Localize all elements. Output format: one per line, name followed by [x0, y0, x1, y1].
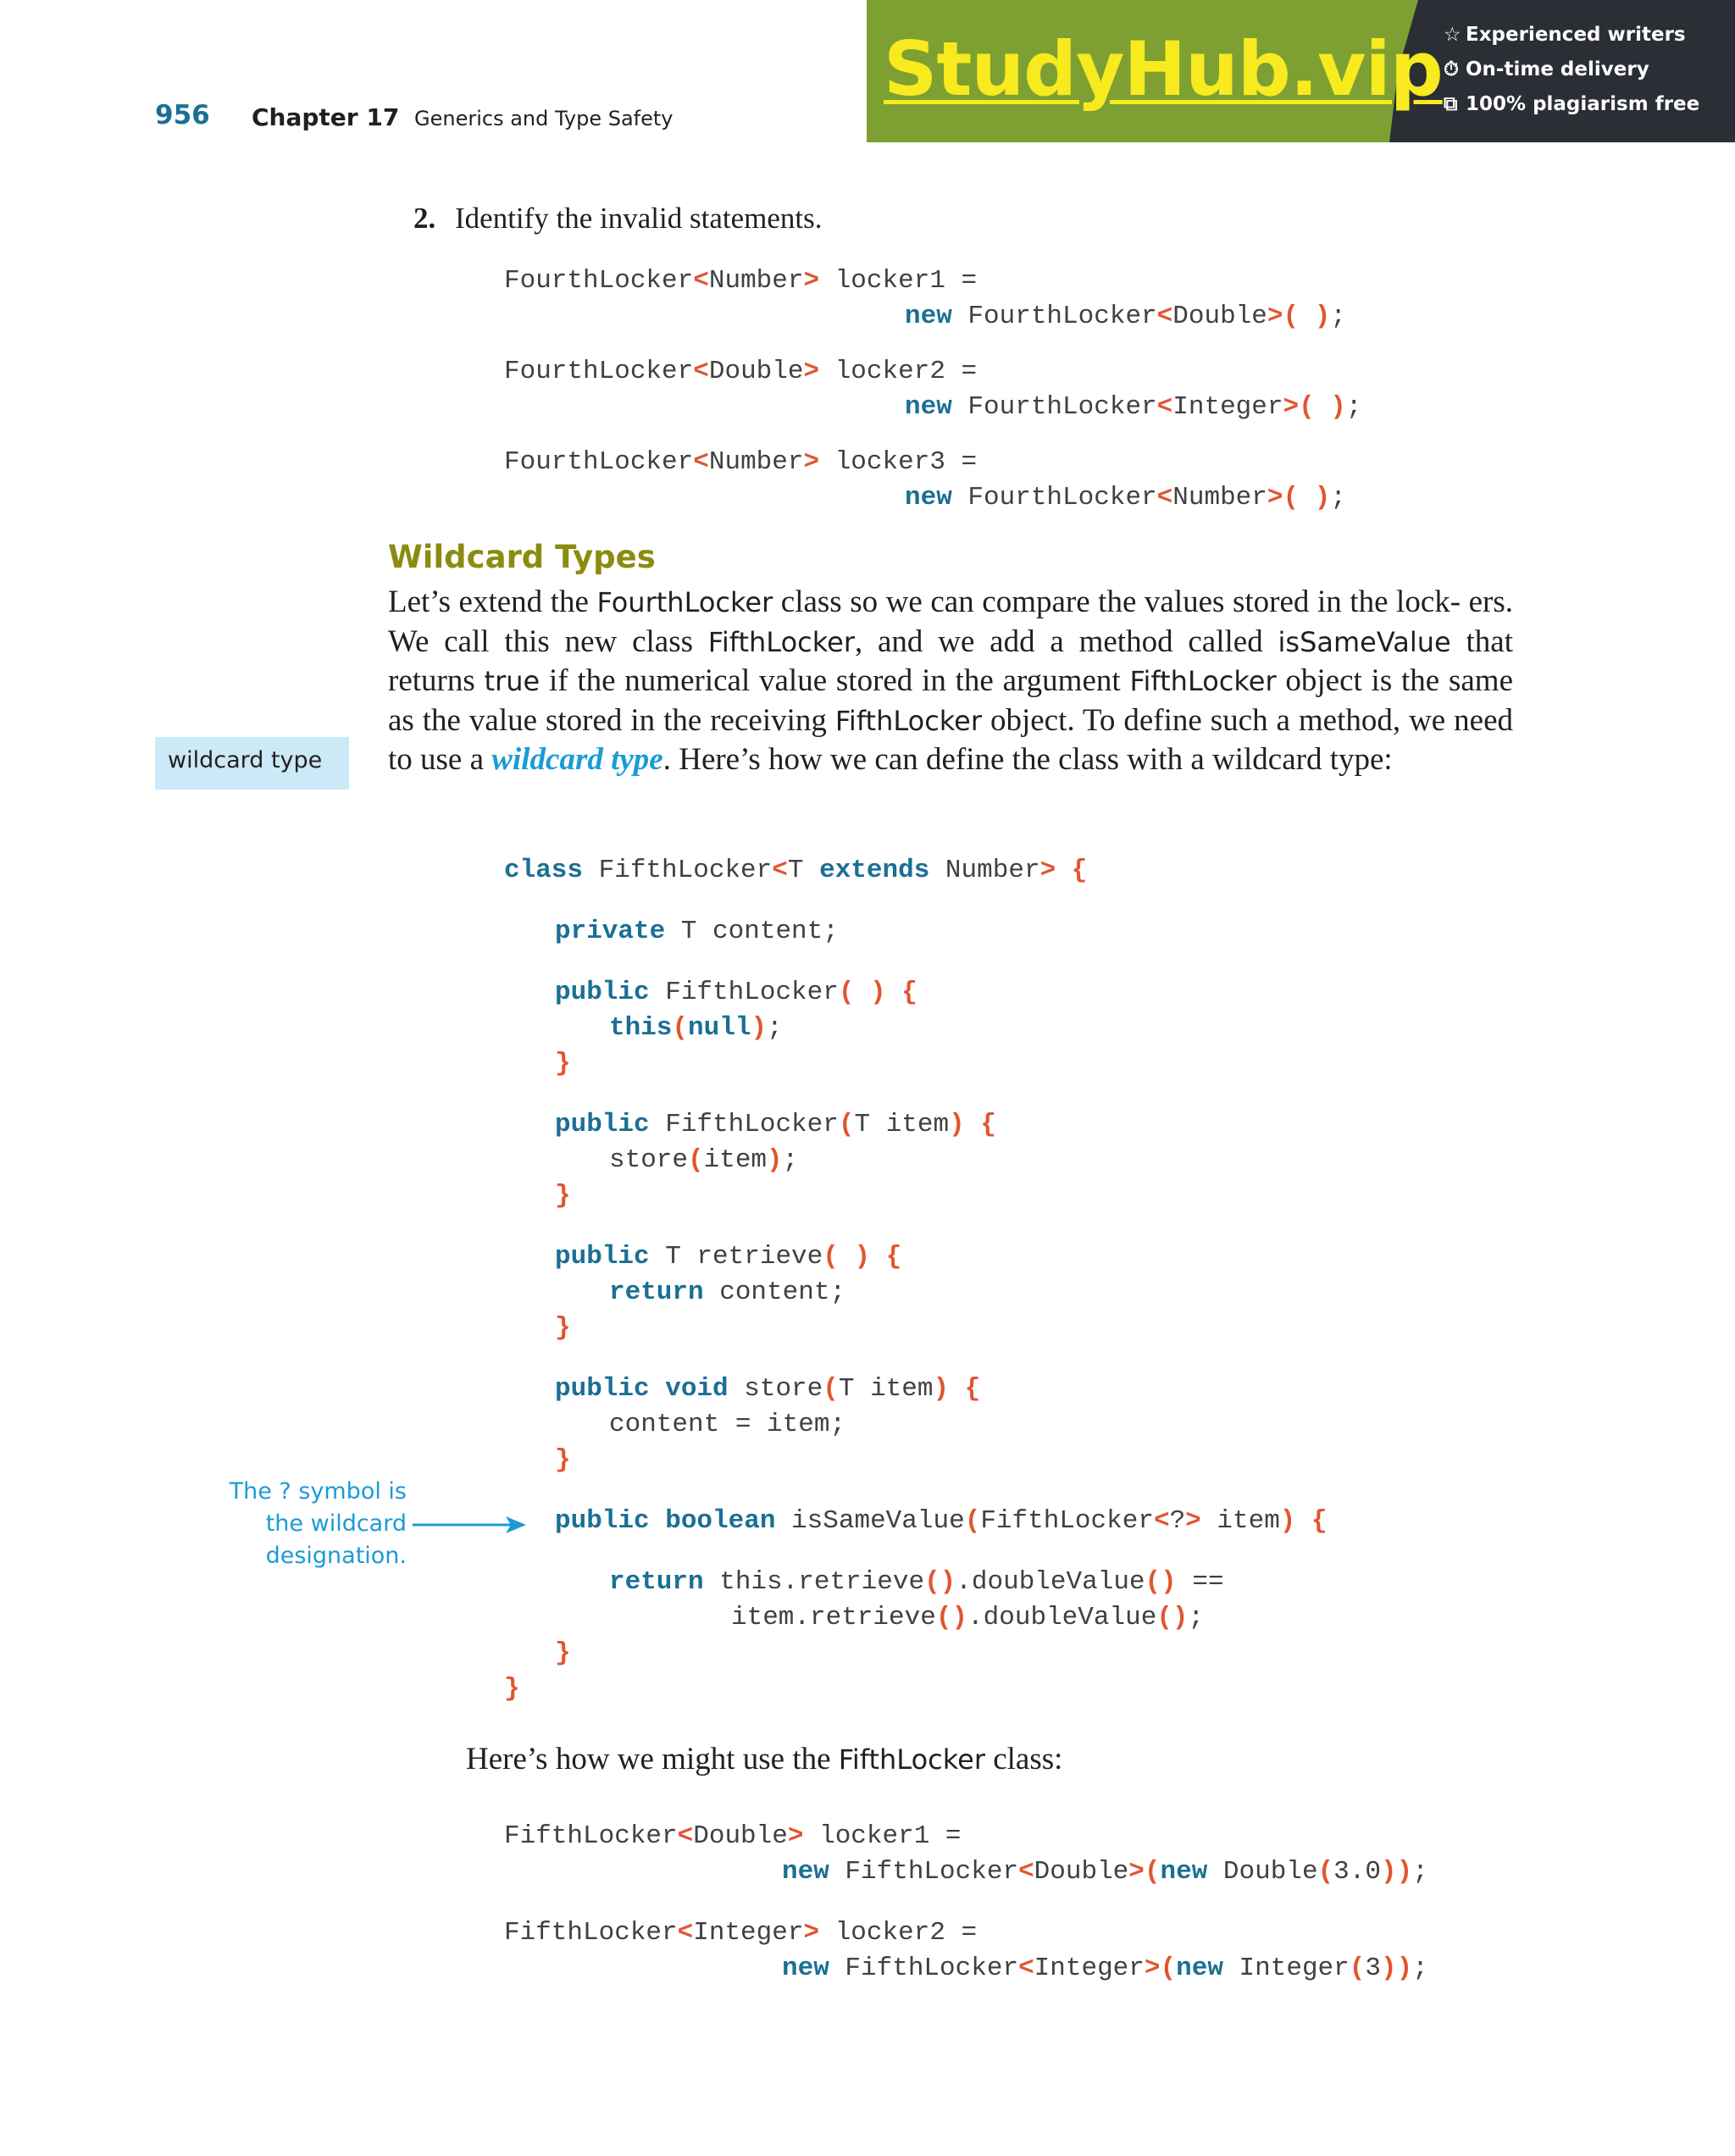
code-line: FourthLocker<Number> locker1 =: [504, 266, 978, 296]
code-line: new FourthLocker<Double>( );: [905, 302, 1346, 331]
margin-note: wildcard type: [168, 747, 323, 773]
question-text: Identify the invalid statements.: [455, 202, 823, 235]
section-paragraph: Let’s extend the FourthLocker class so we can compare the values stored in the lock- ers. We call this new class FifthLocker, and we add a method called isSameValue that returns true if the numerical value stored in the argument FifthLocker object is the same as the value stored in the receiving FifthLocker object. To define such a method, we need to use a wildcard type. Here’s how we can define the class with a wildcard type:: [388, 585, 1514, 778]
code-line: this(null);: [609, 1013, 783, 1043]
code-line: new FifthLocker<Double>(new Double(3.0));: [782, 1857, 1428, 1887]
code-line: item.retrieve().doubleValue();: [731, 1603, 1205, 1632]
ad-feature-delivery: ⏱ On-time delivery: [1444, 58, 1649, 80]
code-line: store(item);: [609, 1145, 799, 1175]
star-icon: ☆: [1444, 24, 1461, 46]
code-line: }: [504, 1674, 520, 1704]
code-line: FifthLocker<Integer> locker2 =: [504, 1918, 978, 1948]
section-heading: Wildcard Types: [388, 539, 656, 575]
code-line: return this.retrieve().doubleValue() ==: [609, 1567, 1224, 1597]
ad-feature-writers: ☆ Experienced writers: [1444, 24, 1686, 46]
code-line: public void store(T item) {: [555, 1374, 981, 1404]
code-line: FourthLocker<Double> locker2 =: [504, 357, 978, 386]
code-line: new FourthLocker<Integer>( );: [905, 392, 1362, 422]
code-line: public FifthLocker(T item) {: [555, 1110, 996, 1139]
page-number: 956: [155, 100, 210, 130]
code-line: content = item;: [609, 1410, 846, 1439]
copy-icon: ⧉: [1444, 93, 1458, 115]
chapter-title: Generics and Type Safety: [414, 107, 673, 130]
code-line: class FifthLocker<T extends Number> {: [504, 856, 1088, 885]
code-line: FifthLocker<Double> locker1 =: [504, 1821, 962, 1851]
code-line: }: [555, 1445, 571, 1475]
code-line: }: [555, 1181, 571, 1211]
code-line: public boolean isSameValue(FifthLocker<?> item) {: [555, 1506, 1328, 1536]
code-line: FourthLocker<Number> locker3 =: [504, 447, 978, 477]
chapter-label: Chapter 17: [252, 103, 400, 131]
code-line: new FourthLocker<Number>( );: [905, 483, 1346, 513]
arrow-right-icon: [411, 1515, 529, 1535]
term-wildcard-type: wildcard type: [491, 742, 663, 778]
code-line: public T retrieve( ) {: [555, 1242, 902, 1272]
code-line: public FifthLocker( ) {: [555, 978, 917, 1007]
usage-intro: Here’s how we might use the FifthLocker class:: [466, 1742, 1063, 1776]
code-line: }: [555, 1638, 571, 1668]
code-line: private T content;: [555, 917, 839, 946]
code-line: new FifthLocker<Integer>(new Integer(3));: [782, 1954, 1428, 1983]
clock-icon: ⏱: [1444, 58, 1459, 80]
ad-feature-plagiarism: ⧉ 100% plagiarism free: [1444, 93, 1700, 115]
question-number: 2.: [413, 202, 436, 235]
ad-logo[interactable]: StudyHub.vip: [884, 25, 1443, 113]
wildcard-annotation: The ? symbol is the wildcard designation.: [229, 1478, 407, 1569]
code-line: }: [555, 1049, 571, 1078]
code-line: }: [555, 1313, 571, 1343]
code-line: return content;: [609, 1278, 846, 1307]
